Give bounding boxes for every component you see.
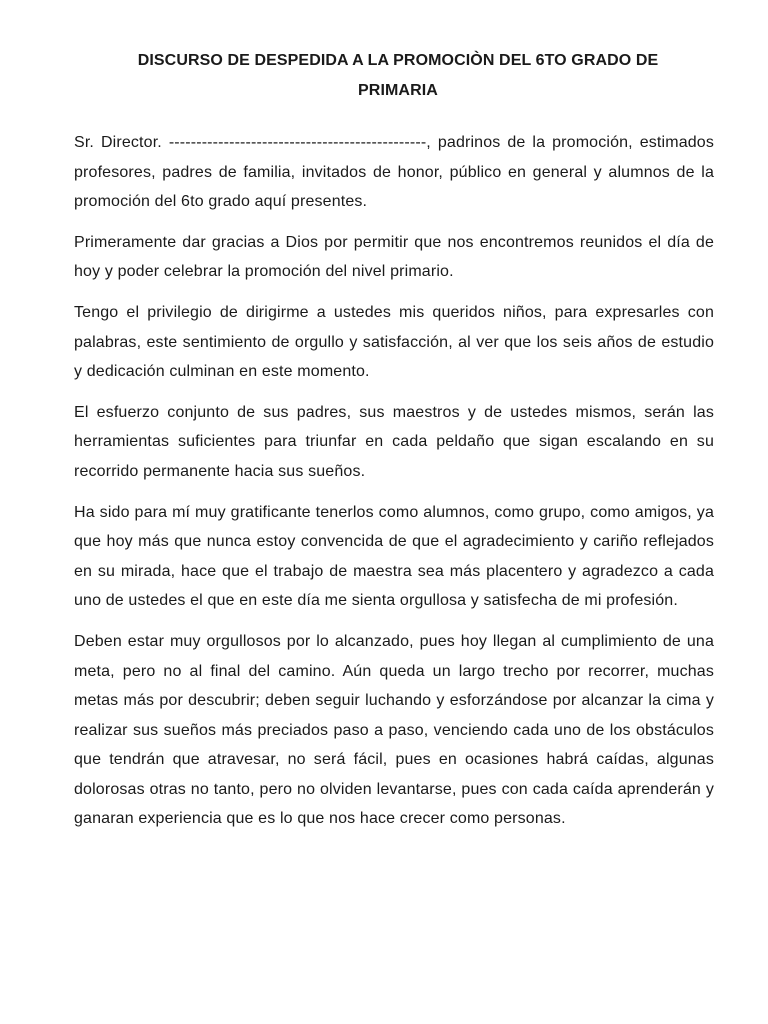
paragraph-gratitude: Ha sido para mí muy gratificante tenerlos como alumnos, como grupo, como amigos, ya que hoy más que nunca estoy convencida de que el agradecimiento y cariño reflejados en su mirada, hace que el trabajo de maestra sea más placentero y agradezco a cada uno de ustedes el que en este día me sienta orgullosa y satisfecha de mi profesión. [74, 503, 714, 610]
paragraph-encouragement: Deben estar muy orgullosos por lo alcanzado, pues hoy llegan al cumplimiento de una meta, pero no al final del camino. Aún queda un largo trecho por recorrer, muchas metas más por descubrir; deben seguir luchando y esforzándose por alcanzar la cima y realizar sus sueños más preciados paso a paso, venciendo cada uno de los obstáculos que tendrán que atravesar, no será fácil, pues en ocasiones habrá caídas, algunas dolorosas otras no tanto, pero no olviden levantarse, pues con cada caída aprenderán y ganaran experiencia que es lo que nos hace crecer como personas. [74, 632, 714, 828]
document-title-line-1: DISCURSO DE DESPEDIDA A LA PROMOCIÒN DEL 6TO GRADO DE [137, 52, 659, 69]
document-body [74, 128, 714, 834]
paragraph-salutation: Sr. Director. -----------------------------------------------, padrinos de la promoción, estimados profesores, padres de familia, invitados de honor, público en general y alumnos de la promoción del 6to grado aquí presentes. [74, 134, 714, 211]
document-title [74, 46, 714, 106]
paragraph-thanks: Primeramente dar gracias a Dios por permitir que nos encontremos reunidos el día de hoy y poder celebrar la promoción del nivel primario. [74, 233, 714, 281]
paragraph-effort: El esfuerzo conjunto de sus padres, sus maestros y de ustedes mismos, serán las herramientas suficientes para triunfar en cada peldaño que sigan escalando en su recorrido permanente hacia sus sueños. [74, 403, 714, 480]
paragraph-privilege: Tengo el privilegio de dirigirme a ustedes mis queridos niños, para expresarles con palabras, este sentimiento de orgullo y satisfacción, al ver que los seis años de estudio y dedicación culminan en este momento. [74, 303, 714, 381]
document-title-line-2: PRIMARIA [358, 82, 438, 99]
